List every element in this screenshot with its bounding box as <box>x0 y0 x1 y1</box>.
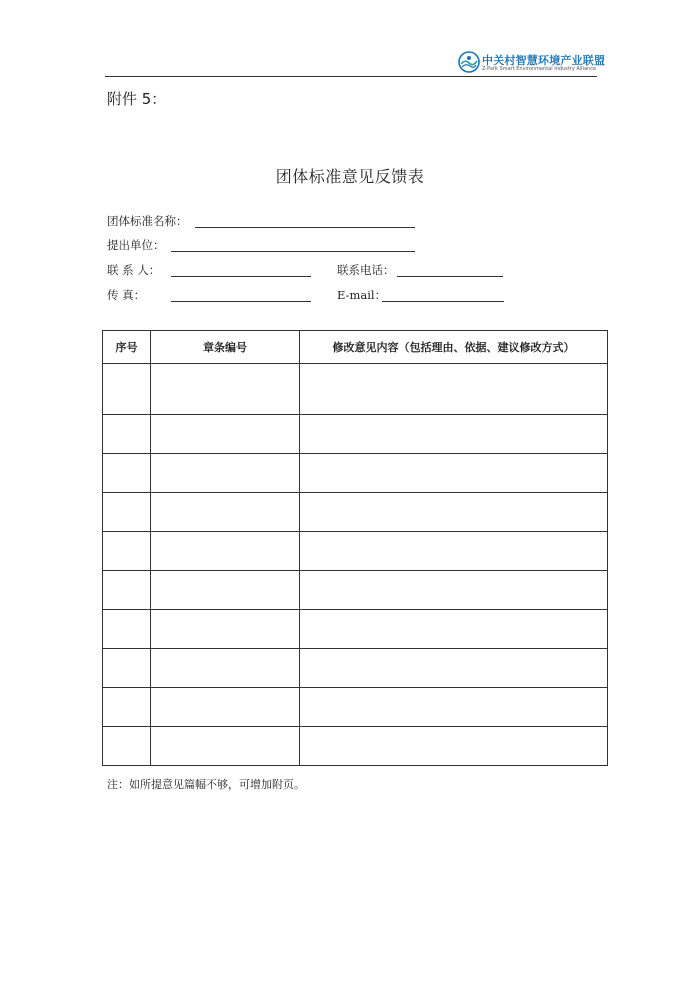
page-title: 团体标准意见反馈表 <box>275 167 425 186</box>
table-cell-seq[interactable] <box>103 649 151 688</box>
email-field <box>337 287 386 303</box>
table-cell-content[interactable] <box>300 610 608 649</box>
alliance-logo-icon <box>458 51 480 73</box>
email-line[interactable] <box>382 301 504 302</box>
table-cell-clause[interactable] <box>151 415 300 454</box>
table-cell-content[interactable] <box>300 532 608 571</box>
table-cell-clause[interactable] <box>151 649 300 688</box>
table-cell-clause[interactable] <box>151 532 300 571</box>
fax-label: 传 真： <box>107 288 146 302</box>
table-cell-seq[interactable] <box>103 688 151 727</box>
header-clause: 章条编号 <box>151 331 300 364</box>
contact-label: 联 系 人： <box>107 263 161 277</box>
phone-label: 联系电话： <box>337 263 395 277</box>
logo-text-en: Z-Park Smart Environmental Industry Alliance <box>482 66 597 72</box>
table-cell-clause[interactable] <box>151 727 300 766</box>
table-row <box>103 610 608 649</box>
table-row <box>103 364 608 415</box>
unit-label: 提出单位： <box>107 238 165 252</box>
footnote: 注：如所提意见篇幅不够，可增加附页。 <box>107 778 305 791</box>
table-cell-seq[interactable] <box>103 493 151 532</box>
phone-field <box>337 262 395 278</box>
table-cell-content[interactable] <box>300 688 608 727</box>
email-label: E-mail： <box>337 288 387 302</box>
table-cell-content[interactable] <box>300 493 608 532</box>
table-row <box>103 649 608 688</box>
attachment-label: 附件 5： <box>107 90 167 108</box>
standard-name-line[interactable] <box>195 227 415 228</box>
table-header-row <box>103 331 608 364</box>
header-seq: 序号 <box>103 331 151 364</box>
table-cell-clause[interactable] <box>151 364 300 415</box>
table-cell-seq[interactable] <box>103 571 151 610</box>
table-cell-seq[interactable] <box>103 454 151 493</box>
contact-line[interactable] <box>171 276 311 277</box>
table-row <box>103 688 608 727</box>
table-row <box>103 493 608 532</box>
table-cell-content[interactable] <box>300 454 608 493</box>
fax-field <box>107 287 145 303</box>
header-divider <box>105 76 597 77</box>
table-cell-seq[interactable] <box>103 727 151 766</box>
fax-line[interactable] <box>171 301 311 302</box>
table-cell-seq[interactable] <box>103 532 151 571</box>
contact-field <box>107 262 160 278</box>
table-cell-clause[interactable] <box>151 454 300 493</box>
table-cell-seq[interactable] <box>103 415 151 454</box>
table-cell-seq[interactable] <box>103 364 151 415</box>
standard-name-label: 团体标准名称： <box>107 214 188 228</box>
unit-field <box>107 237 165 253</box>
table-cell-content[interactable] <box>300 727 608 766</box>
table-cell-content[interactable] <box>300 364 608 415</box>
feedback-table <box>102 330 608 766</box>
header-content: 修改意见内容（包括理由、依据、建议修改方式） <box>300 331 608 364</box>
table-cell-clause[interactable] <box>151 610 300 649</box>
table-cell-clause[interactable] <box>151 571 300 610</box>
logo-text-cn: 中关村智慧环境产业联盟 <box>482 54 606 67</box>
table-cell-content[interactable] <box>300 571 608 610</box>
table-row <box>103 415 608 454</box>
phone-line[interactable] <box>397 276 503 277</box>
table-cell-content[interactable] <box>300 649 608 688</box>
table-row <box>103 454 608 493</box>
table-cell-clause[interactable] <box>151 493 300 532</box>
table-row <box>103 571 608 610</box>
alliance-logo <box>458 50 608 78</box>
table-row <box>103 532 608 571</box>
table-cell-seq[interactable] <box>103 610 151 649</box>
table-cell-clause[interactable] <box>151 688 300 727</box>
standard-name-field <box>107 213 188 229</box>
unit-line[interactable] <box>171 251 415 252</box>
table-cell-content[interactable] <box>300 415 608 454</box>
feedback-table-wrap <box>102 330 607 766</box>
table-row <box>103 727 608 766</box>
